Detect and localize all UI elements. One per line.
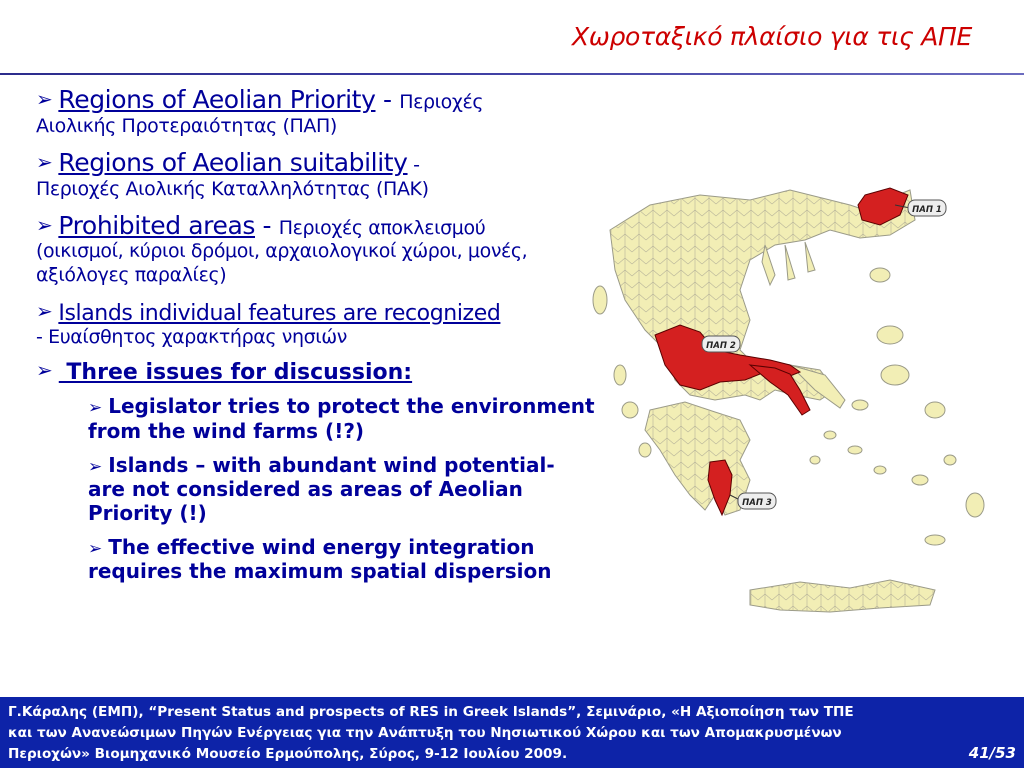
footer-bar: [0, 697, 1024, 768]
discussion-item: [88, 453, 596, 525]
discussion-item-text: Islands – with abundant wind potential- are not considered as areas of Aeolian Priority (!): [88, 452, 555, 525]
arrow-bullet-icon: ➢: [88, 538, 103, 559]
bullet-separator: -: [375, 85, 400, 114]
footer-line: Περιοχών» Βιομηχανικό Μουσείο Ερμούπολης, Σύρος, 9-12 Ιουλίου 2009.: [8, 746, 568, 762]
bullet-en-text: Regions of Aeolian suitability: [58, 148, 408, 178]
svg-text:ΠΑΠ 3: ΠΑΠ 3: [742, 498, 772, 508]
discussion-item: [88, 394, 596, 442]
bullet-islands-features: [36, 297, 596, 351]
arrow-bullet-icon: ➢: [36, 298, 53, 323]
footer-line: και των Ανανεώσιμων Πηγών Ενέργειας για την Ανάπτυξη του Νησιωτικού Χώρου και των Απομακρυσμένων: [8, 725, 842, 741]
discussion-heading-text: Three issues for discussion:: [58, 360, 413, 386]
bullet-en-text: Islands individual features are recognized: [58, 300, 501, 326]
bullet-en-text: Prohibited areas: [58, 210, 255, 240]
bullet-gr-inline: Περιοχές αποκλεισμού: [278, 216, 486, 239]
svg-text:ΠΑΠ 2: ΠΑΠ 2: [706, 341, 736, 351]
bullet-gr-text: Αιολικής Προτεραιότητας (ΠΑΠ): [36, 114, 337, 137]
bullet-separator: -: [407, 154, 420, 177]
arrow-bullet-icon: ➢: [36, 150, 53, 175]
label-pap2: [702, 336, 740, 352]
discussion-item: [88, 535, 596, 583]
bullet-aeolian-priority: [36, 85, 596, 138]
arrow-bullet-icon: ➢: [36, 358, 53, 383]
bullet-separator: -: [255, 210, 279, 240]
bullet-gr-text: (οικισμοί, κύριοι δρόμοι, αρχαιολογικοί χώροι, μονές, αξιόλογες παραλίες): [36, 240, 528, 286]
greece-priority-map: [590, 150, 990, 635]
bullet-gr-text: - Ευαίσθητος χαρακτήρας νησιών: [36, 326, 348, 349]
discussion-heading: [36, 359, 596, 386]
bullet-prohibited-areas: [36, 211, 596, 288]
discussion-item-text: Legislator tries to protect the environment from the wind farms (!?): [88, 394, 595, 443]
arrow-bullet-icon: ➢: [88, 398, 103, 419]
page-number: 41/53: [968, 744, 1016, 762]
bullet-gr-text: Περιοχές Αιολικής Καταλληλότητας (ΠΑΚ): [36, 177, 429, 200]
footer-citation: [8, 702, 968, 765]
bullet-aeolian-suitability: [36, 148, 596, 201]
discussion-item-text: The effective wind energy integration requires the maximum spatial dispersion: [88, 534, 552, 584]
arrow-bullet-icon: ➢: [88, 456, 103, 477]
footer-line: Γ.Κάραλης (ΕΜΠ), “Present Status and prospects of RES in Greek Islands”, Σεμινάριο, «Η Αξιοποίηση των ΤΠΕ: [8, 704, 854, 720]
bullet-gr-inline: Περιοχές: [399, 91, 484, 113]
arrow-bullet-icon: ➢: [36, 87, 53, 111]
slide-title: Χωροταξικό πλαίσιο για τις ΑΠΕ: [572, 22, 972, 51]
bullet-en-text: Regions of Aeolian Priority: [58, 85, 376, 114]
svg-text:ΠΑΠ 1: ΠΑΠ 1: [912, 205, 942, 215]
title-divider: [0, 73, 1024, 75]
slide-content: [36, 85, 596, 593]
arrow-bullet-icon: ➢: [36, 212, 53, 237]
